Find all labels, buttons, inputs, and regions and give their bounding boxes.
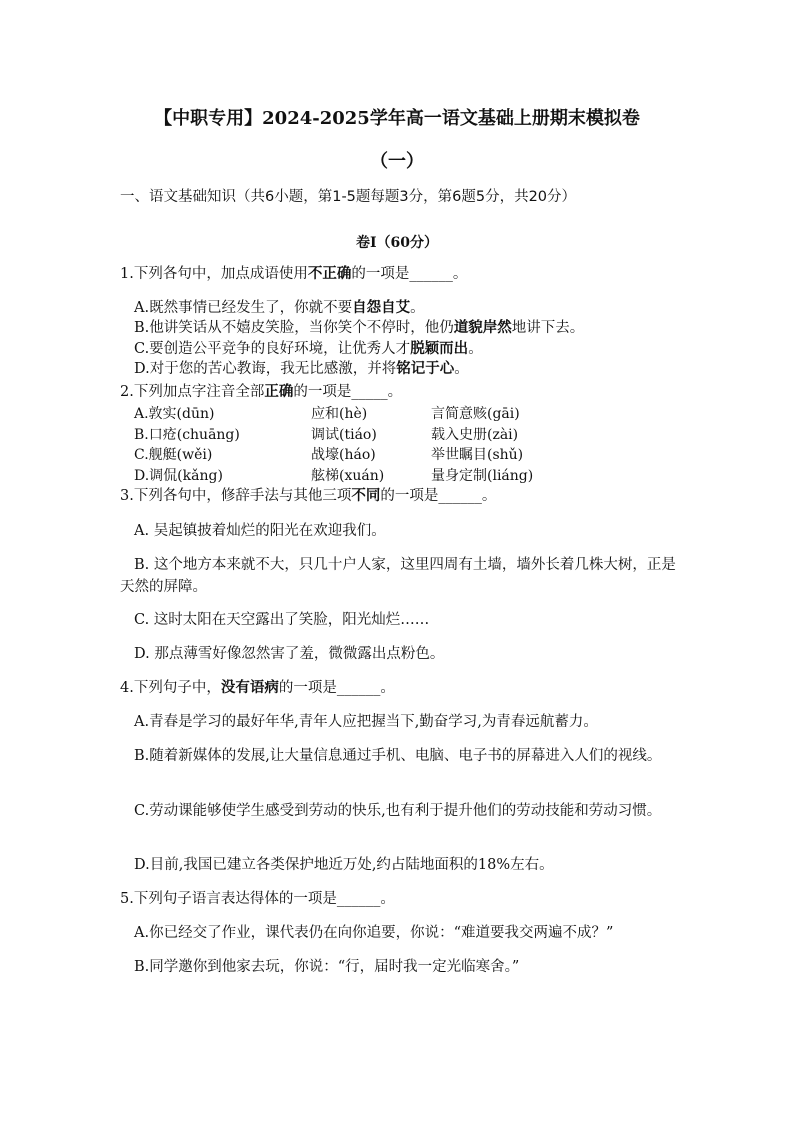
pinyin-item: B.口疮(chuāng)	[134, 427, 240, 443]
question-text: 3.下列各句中，修辞手法与其他三项	[120, 488, 352, 504]
question-2-row-c	[134, 444, 694, 464]
question-emphasis: 不同	[351, 487, 381, 504]
question-3-stem	[120, 486, 680, 506]
pinyin-item: C.舰艇(wěi)	[134, 447, 213, 463]
pinyin-item: 舷梯(xuán)	[311, 468, 385, 484]
option-text: 。	[468, 341, 483, 357]
question-text: 4.下列句子中，	[120, 680, 221, 696]
pinyin-item: 调试(tiáo)	[311, 427, 377, 443]
option-text: A.既然事情已经发生了，你就不要	[134, 300, 353, 316]
question-3-option-a: A. 吴起镇披着灿烂的阳光在欢迎我们。	[134, 523, 386, 539]
pinyin-item: 量身定制(liáng)	[431, 468, 534, 484]
question-4-stem	[120, 678, 680, 698]
question-text: 的一项是_____。	[293, 384, 403, 400]
pinyin-item: 战壕(háo)	[311, 447, 376, 463]
question-1-option-c	[134, 339, 674, 359]
question-4-option-b: B.随着新媒体的发展,让大量信息通过手机、电脑、电子书的屏幕进入人们的视线。	[134, 748, 662, 764]
option-text: 地讲下去。	[511, 320, 585, 336]
question-emphasis: 正确	[264, 383, 294, 400]
question-2-row-d	[134, 465, 694, 485]
question-5-option-a: A.你已经交了作业，课代表仍在向你追要，你说：“难道要我交两遍不成？”	[134, 925, 614, 941]
pinyin-item: A.敦实(dūn)	[134, 406, 215, 422]
question-1-option-d	[134, 359, 674, 379]
pinyin-item: 举世瞩目(shǔ)	[431, 447, 524, 463]
exam-title: 【中职专用】2024-2025学年高一语文基础上册期末模拟卷	[154, 108, 640, 129]
question-1-stem	[120, 264, 680, 284]
question-3-option-c: C. 这时太阳在天空露出了笑脸，阳光灿烂……	[134, 612, 430, 628]
question-4-option-a: A.青春是学习的最好年华,青年人应把握当下,勤奋学习,为青春远航蓄力。	[134, 714, 598, 730]
pinyin-item: D.调侃(kǎng)	[134, 468, 223, 484]
question-4-option-d: D.目前,我国已建立各类保护地近万处,约占陆地面积的18%左右。	[134, 857, 554, 873]
volume-heading: 卷Ⅰ（60分）	[355, 235, 439, 251]
question-1-option-a	[134, 298, 674, 318]
question-2-row-b	[134, 424, 694, 444]
option-emphasis: 铭记于心	[396, 360, 455, 377]
question-text: 的一项是______。	[351, 266, 468, 282]
question-text: 的一项是______。	[278, 680, 395, 696]
option-emphasis: 脱颖而出	[410, 340, 469, 357]
option-text: 。	[410, 300, 425, 316]
question-5-option-b: B.同学邀你到他家去玩，你说：“行，届时我一定光临寒舍。”	[134, 959, 520, 975]
question-1-option-b	[134, 318, 674, 338]
question-3-option-d: D. 那点薄雪好像忽然害了羞，微微露出点粉色。	[134, 646, 445, 662]
question-emphasis: 不正确	[307, 265, 352, 282]
option-emphasis: 道貌岸然	[453, 319, 512, 336]
question-2-row-a	[134, 403, 694, 423]
section-heading: 一、语文基础知识（共6小题，第1-5题每题3分，第6题5分，共20分）	[120, 189, 577, 205]
exam-title-number: （一）	[370, 151, 424, 172]
question-2-stem	[120, 382, 680, 402]
option-emphasis: 自怨自艾	[352, 299, 411, 316]
question-emphasis: 没有语病	[220, 679, 279, 696]
question-text: 的一项是______。	[380, 488, 497, 504]
option-text: D.对于您的苦心教诲，我无比感激，并将	[134, 361, 397, 377]
question-text: 2.下列加点字注音全部	[120, 384, 265, 400]
pinyin-item: 载入史册(zài)	[431, 427, 519, 443]
option-text: 。	[454, 361, 469, 377]
pinyin-item: 应和(hè)	[311, 406, 368, 422]
question-text: 1.下列各句中，加点成语使用	[120, 266, 308, 282]
question-5-stem: 5.下列句子语言表达得体的一项是______。	[120, 891, 395, 907]
option-text: C.要创造公平竞争的良好环境，让优秀人才	[134, 341, 411, 357]
option-text: B.他讲笑话从不嬉皮笑脸，当你笑个不停时，他仍	[134, 320, 454, 336]
pinyin-item: 言简意赅(gāi)	[431, 406, 520, 422]
question-4-option-c: C.劳动课能够使学生感受到劳动的快乐,也有利于提升他们的劳动技能和劳动习惯。	[134, 803, 662, 819]
question-3-option-b: B. 这个地方本来就不大，只几十户人家，这里四周有土墙，墙外长着几株大树，正是天然的屏障。	[120, 557, 676, 595]
